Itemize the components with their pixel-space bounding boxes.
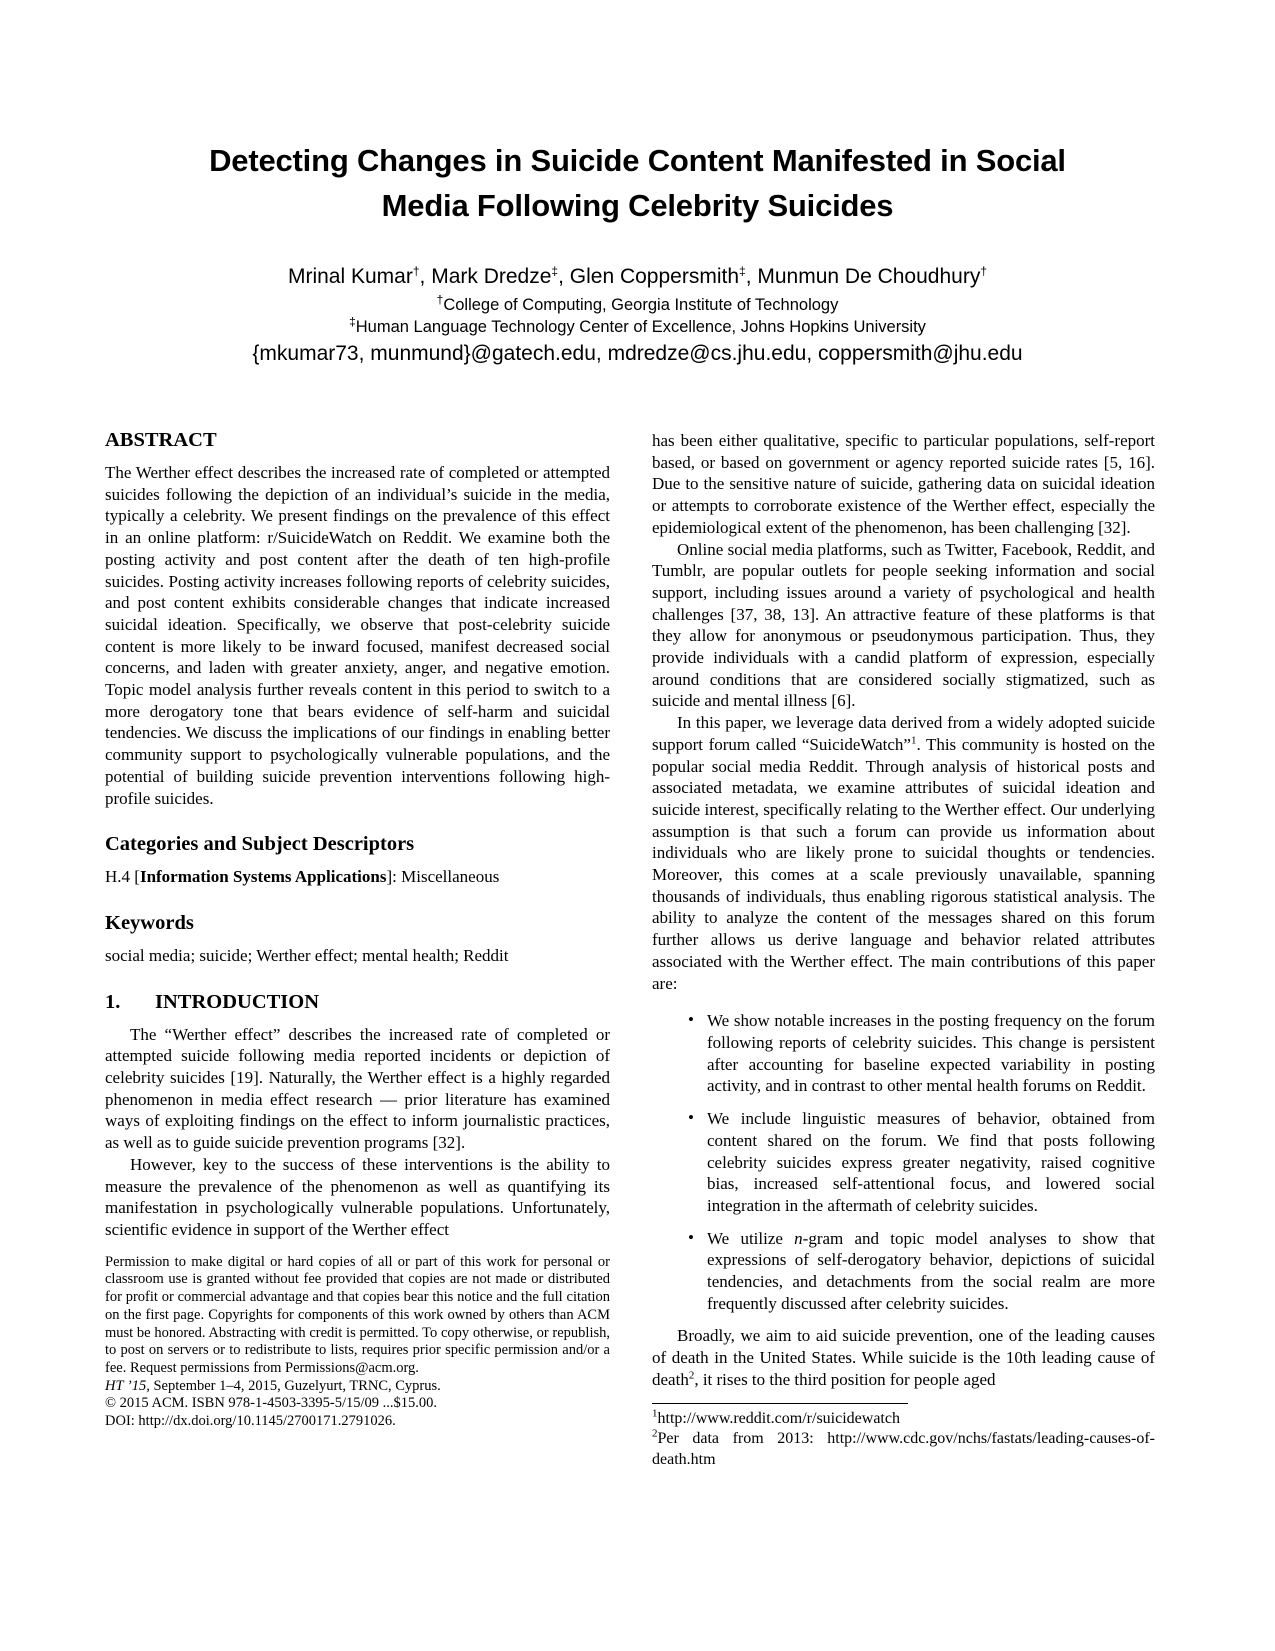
footnote-text: Per data from 2013: http://www.cdc.gov/nchs/fastats/leading-causes-of-death.htm — [652, 1430, 1155, 1468]
author-affiliation-mark: † — [412, 264, 420, 278]
footnotes — [652, 1403, 1155, 1471]
author-affiliation-mark: ‡ — [739, 264, 746, 278]
abstract-paragraph: The Werther effect describes the increased rate of completed or attempted suicides following the depiction of an individual’s suicide in the media, typically a celebrity. We present findings on the prevalence of this effect in an online platform: r/SuicideWatch on Reddit. We examine both the posting activity and post content after the death of ten high-profile suicides. Posting activity increases following reports of celebrity suicides, and post content exhibits considerable changes that indicate increased suicidal ideation. Specifically, we observe that post-celebrity suicide content is more likely to be inward focused, manifest decreased social concerns, and laden with greater anxiety, anger, and negative emotion. Topic model analysis further reveals content in this period to switch to a more derogatory tone that bears evidence of self-harm and suicidal tendencies. We discuss the implications of our findings in enabling better community support to psychologically vulnerable populations, and the potential of building suicide prevention interventions following high-profile suicides. — [105, 463, 610, 808]
paragraph-text: In this paper, we leverage data derived from a widely adopted suicide support forum called “SuicideWatch” — [652, 713, 1155, 754]
conference-details: September 1–4, 2015, Guzelyurt, TRNC, Cyprus. — [149, 1377, 441, 1394]
introduction-paragraph-1: The “Werther effect” describes the increased rate of completed or attempted suicide following media reported incidents or depiction of celebrity suicides [19]. Naturally, the Werther effect is a highly regarded phenomenon in media effect research — prior literature has examined ways of exploiting findings on the effect to inform journalistic practices, as well as to guide suicide prevention programs [32]. — [105, 1024, 610, 1153]
bullet-icon: • — [688, 1010, 694, 1030]
doi-line: DOI: http://dx.doi.org/10.1145/2700171.2791026. — [105, 1413, 396, 1430]
categories-heading: Categories and Subject Descriptors — [105, 833, 415, 856]
list-item-text: We utilize — [707, 1228, 795, 1248]
paragraph-text: Broadly, we aim to aid suicide prevention, one of the leading causes of death in the United States. While suicide is the 10th leading cause of death — [652, 1326, 1155, 1389]
body-paragraph — [652, 1325, 1155, 1390]
affiliation-text: College of Computing, Georgia Institute of Technology — [443, 296, 839, 314]
list-item-text-italic: n — [794, 1228, 803, 1248]
paper-title-line-2: Media Following Celebrity Suicides — [381, 188, 894, 223]
contributions-list — [652, 1010, 1155, 1314]
list-item-text: -gram and topic model analyses to show that expressions of self-derogatory behavior, depictions of suicidal tendencies, and detachments from the social realm are more frequently discussed after celebrity suicides. — [707, 1228, 1155, 1313]
author-line — [0, 265, 1275, 289]
conference-name: HT ’15, — [105, 1377, 150, 1394]
footnote-rule — [652, 1403, 908, 1404]
categories-suffix: ]: Miscellaneous — [386, 867, 500, 887]
categories-line — [105, 866, 610, 888]
bullet-icon: • — [688, 1108, 694, 1128]
author-affiliation-mark: ‡ — [551, 264, 559, 278]
introduction-paragraph-2: However, key to the success of these interventions is the ability to measure the prevalence of the phenomenon as well as quantifying its manifestation in psychologically vulnerable populations. Unfortunately, scientific evidence in support of the Werther effect — [105, 1154, 610, 1239]
keywords-line: social media; suicide; Werther effect; mental health; Reddit — [105, 945, 509, 965]
keywords-heading: Keywords — [105, 911, 194, 934]
affiliation-mark: † — [436, 292, 444, 307]
right-column — [652, 430, 1155, 1470]
bullet-icon: • — [688, 1227, 694, 1247]
list-item — [652, 1010, 1155, 1097]
section-title: INTRODUCTION — [155, 990, 320, 1013]
author-name: Mrinal Kumar — [287, 265, 413, 288]
author-affiliation-mark: † — [980, 264, 988, 278]
categories-descriptor: Information Systems Applications — [139, 867, 387, 887]
list-item-text: We include linguistic measures of behavior, obtained from content shared on the forum. We find that posts following celebrity suicides express greater negativity, raised cognitive bias, increased self-attentional focus, and lowered social integration in the aftermath of celebrity suicides. — [707, 1109, 1155, 1215]
copyright-block — [105, 1254, 610, 1431]
list-item — [652, 1108, 1155, 1217]
footnote-1 — [652, 1409, 1155, 1430]
footnote-text: http://www.reddit.com/r/suicidewatch — [657, 1409, 900, 1427]
list-item-text: We show notable increases in the posting frequency on the forum following reports of celebrity suicides. This change is persistent after accounting for baseline expected variability in posting activity, and in contrast to other mental health forums on Reddit. — [707, 1011, 1155, 1096]
author-emails: {mkumar73, munmund}@gatech.edu, mdredze@cs.jhu.edu, coppersmith@jhu.edu — [252, 342, 1023, 365]
footnote-2 — [652, 1429, 1155, 1470]
footnote-marker: 1 — [652, 1407, 658, 1420]
left-column — [105, 428, 610, 1431]
body-paragraph — [652, 712, 1155, 994]
affiliation-line — [0, 316, 1275, 338]
body-paragraph: has been either qualitative, specific to particular populations, self-report based, or based on government or agency reported suicide rates [5, 16]. Due to the sensitive nature of suicide, gathering data on suicidal ideation or attempts to corroborate existence of the Werther effect, especially the epidemiological extent of the phenomenon, has been challenging [32]. — [652, 431, 1155, 537]
paper-title-line-1: Detecting Changes in Suicide Content Manifested in Social — [209, 143, 1066, 178]
footnote-marker: 2 — [652, 1427, 658, 1440]
introduction-heading — [105, 990, 610, 1014]
abstract-heading: ABSTRACT — [105, 429, 217, 451]
list-item — [652, 1228, 1155, 1315]
categories-prefix: H.4 [ — [105, 867, 140, 887]
footnote-ref-1: 1 — [910, 734, 917, 747]
author-name: , Glen Coppersmith — [558, 265, 740, 288]
conference-line — [105, 1378, 610, 1396]
paper-title — [0, 138, 1275, 228]
paragraph-text: . This community is hosted on the popular social media Reddit. Through analysis of historical posts and associated metadata, we examine attributes of suicidal ideation and suicide interest, specifically relating to the Werther effect. Our underlying assumption is that such a forum can provide us information about individuals who are likely prone to suicidal thoughts or tendencies. Moreover, this comes at a scale previously unavailable, spanning thousands of individuals, thus enabling rigorous statistical analysis. The ability to analyze the content of the messages shared on this forum further allows us derive language and behavior related attributes associated with the Werther effect. The main contributions of this paper are: — [652, 734, 1155, 993]
affiliation-line — [0, 294, 1275, 316]
affiliation-text: Human Language Technology Center of Excellence, Johns Hopkins University — [355, 318, 926, 336]
author-name: , Munmun De Choudhury — [745, 265, 981, 288]
author-name: , Mark Dredze — [419, 265, 552, 288]
section-number: 1. — [105, 990, 121, 1013]
isbn-line: © 2015 ACM. ISBN 978-1-4503-3395-5/15/09 ...$15.00. — [105, 1395, 438, 1412]
affiliation-mark: ‡ — [349, 314, 356, 329]
paragraph-text: , it rises to the third position for people aged — [694, 1369, 996, 1389]
footnote-ref-2: 2 — [688, 1369, 695, 1382]
paper-header — [0, 138, 1275, 366]
body-paragraph: Online social media platforms, such as Twitter, Facebook, Reddit, and Tumblr, are popular outlets for people seeking information and social support, including issues around a variety of psychological and health challenges [37, 38, 13]. An attractive feature of these platforms is that they allow for anonymous or pseudonymous participation. Thus, they provide individuals with a candid platform of expression, especially around conditions that are considered socially stigmatized, such as suicide and mental illness [6]. — [652, 539, 1155, 711]
permission-notice: Permission to make digital or hard copies of all or part of this work for personal or classroom use is granted without fee provided that copies are not made or distributed for profit or commercial advantage and that copies bear this notice and the full citation on the first page. Copyrights for components of this work owned by others than ACM must be honored. Abstracting with credit is permitted. To copy otherwise, or republish, to post on servers or to redistribute to lists, requires prior specific permission and/or a fee. Request permissions from Permissions@acm.org. — [105, 1253, 610, 1376]
